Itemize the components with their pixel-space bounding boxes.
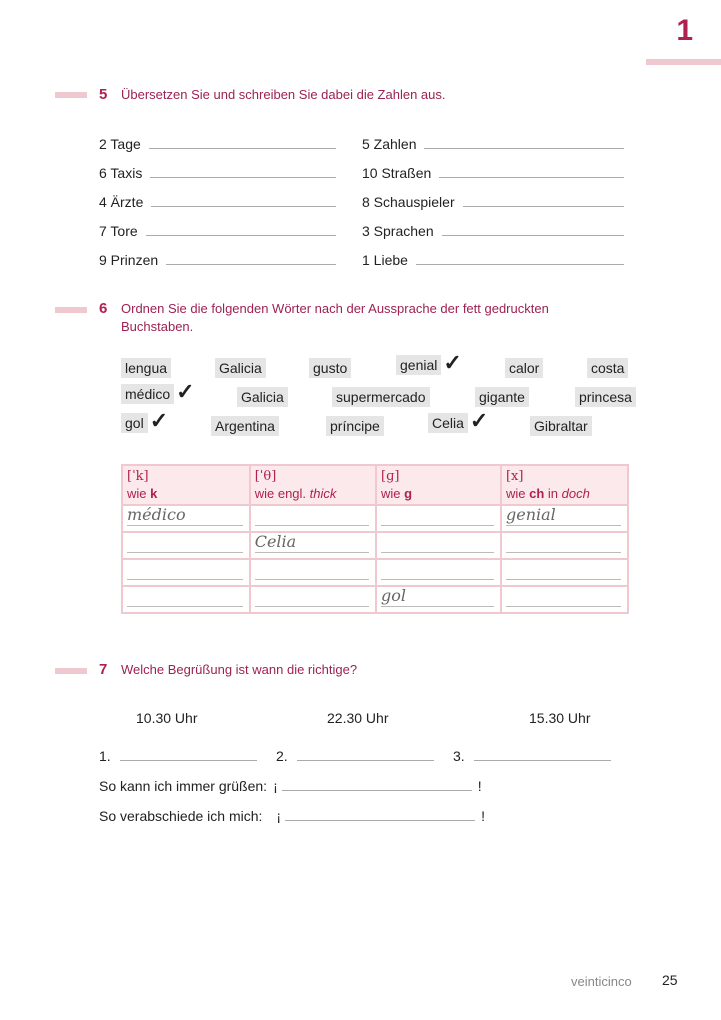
translate-item: 3 Sprachen (362, 223, 434, 239)
check-mark-icon: ✓ (149, 408, 169, 433)
table-cell[interactable] (122, 532, 250, 559)
translate-item: 6 Taxis (99, 165, 143, 181)
handwritten-answer: Celia (254, 532, 297, 551)
translate-item: 9 Prinzen (99, 252, 159, 268)
exercise-6-bar (55, 307, 87, 313)
table-cell[interactable] (501, 559, 628, 586)
word-chip: Galicia (215, 358, 266, 378)
exercise-5-left-column (99, 123, 336, 268)
translate-item: 10 Straßen (362, 165, 432, 181)
check-mark-icon: ✓ (469, 408, 489, 433)
word-chip: gusto (309, 358, 351, 378)
exercise-7-bar (55, 668, 87, 674)
exercise-7-number: 7 (99, 661, 108, 678)
page-number-word: veinticinco (571, 974, 632, 989)
greeting-row (99, 778, 482, 794)
translate-item: 1 Liebe (362, 252, 408, 268)
answer-row-3 (453, 748, 611, 764)
answer-line[interactable] (416, 264, 624, 265)
answer-line[interactable] (285, 820, 475, 821)
answer-line[interactable] (297, 760, 434, 761)
word-chip: príncipe (326, 416, 384, 436)
answer-line[interactable] (442, 235, 624, 236)
exercise-5-right-column (362, 123, 624, 268)
exercise-6-number: 6 (99, 300, 108, 317)
word-chip-checked (121, 381, 195, 407)
open-exclamation: ¡ (276, 808, 282, 824)
translate-item: 8 Schauspieler (362, 194, 455, 210)
answer-line[interactable] (474, 760, 611, 761)
exercise-7-instruction: Welche Begrüßung ist wann die richtige? (121, 662, 358, 677)
page-number: 25 (662, 972, 678, 988)
check-mark-icon: ✓ (443, 350, 462, 375)
answer-number: 2. (276, 748, 288, 764)
table-cell[interactable] (376, 586, 501, 613)
word-chip: gigante (475, 387, 529, 407)
column-header-x: [x] wie ch in doch (501, 465, 628, 505)
handwritten-answer: genial (505, 505, 556, 524)
table-cell[interactable] (122, 586, 250, 613)
word-chip: gol (121, 413, 148, 433)
handwritten-answer: médico (127, 505, 186, 524)
time-label: 10.30 Uhr (136, 710, 198, 726)
exercise-5-bar (55, 92, 87, 98)
answer-line[interactable] (439, 177, 624, 178)
answer-line[interactable] (146, 235, 336, 236)
table-cell[interactable] (376, 505, 501, 532)
answer-number: 1. (99, 748, 111, 764)
translate-item: 2 Tage (99, 136, 141, 152)
exercise-6-instruction: Ordnen Sie die folgenden Wörter nach der Aussprache der fett gedruckten Buchstaben. (121, 301, 549, 334)
table-cell[interactable] (250, 532, 376, 559)
table-cell[interactable] (376, 532, 501, 559)
table-row (122, 532, 628, 559)
table-row (122, 505, 628, 532)
translate-item: 5 Zahlen (362, 136, 417, 152)
table-cell[interactable] (250, 586, 376, 613)
check-mark-icon: ✓ (176, 379, 195, 404)
exercise-5-instruction: Übersetzen Sie und schreiben Sie dabei die Zahlen aus. (121, 87, 446, 102)
chapter-number: 1 (676, 14, 693, 47)
column-header-k: [ˈk] wie k (122, 465, 250, 505)
word-chip: princesa (575, 387, 636, 407)
handwritten-answer: gol (381, 586, 407, 605)
time-label: 22.30 Uhr (327, 710, 389, 726)
answer-line[interactable] (463, 206, 624, 207)
sorting-table (121, 464, 629, 614)
table-cell[interactable] (501, 586, 628, 613)
table-row (122, 586, 628, 613)
table-row (122, 559, 628, 586)
word-chip: calor (505, 358, 543, 378)
word-chip: genial (396, 355, 441, 375)
exercise-5-number: 5 (99, 86, 108, 103)
table-cell[interactable] (250, 505, 376, 532)
close-exclamation: ! (477, 778, 482, 794)
word-chip-checked (121, 410, 168, 436)
translate-item: 7 Tore (99, 223, 138, 239)
table-cell[interactable] (501, 532, 628, 559)
word-chip: supermercado (332, 387, 430, 407)
time-label: 15.30 Uhr (529, 710, 591, 726)
answer-row-2 (276, 748, 434, 764)
answer-line[interactable] (282, 790, 472, 791)
farewell-row (99, 808, 485, 824)
chapter-bar (646, 59, 721, 65)
table-cell[interactable] (250, 559, 376, 586)
answer-number: 3. (453, 748, 465, 764)
column-header-g: [ɡ] wie g (376, 465, 501, 505)
word-chip: Argentina (211, 416, 279, 436)
answer-line[interactable] (120, 760, 257, 761)
translate-item: 4 Ärzte (99, 194, 144, 210)
word-chip: médico (121, 384, 174, 404)
close-exclamation: ! (481, 808, 485, 824)
table-cell[interactable] (376, 559, 501, 586)
word-chip-checked (428, 410, 488, 436)
word-chip-checked (396, 352, 462, 378)
answer-line[interactable] (166, 264, 336, 265)
answer-row-1 (99, 748, 257, 764)
greeting-label: So kann ich immer grüßen: (99, 778, 268, 794)
table-cell[interactable] (122, 559, 250, 586)
word-chip: Gibraltar (530, 416, 592, 436)
answer-line[interactable] (151, 206, 336, 207)
word-chip: costa (587, 358, 628, 378)
open-exclamation: ¡ (273, 778, 278, 794)
table-cell[interactable] (501, 505, 628, 532)
answer-line[interactable] (150, 177, 336, 178)
word-chip: lengua (121, 358, 171, 378)
answer-line[interactable] (149, 148, 336, 149)
word-chip: Galicia (237, 387, 288, 407)
column-header-th: [ˈθ] wie engl. thick (250, 465, 376, 505)
word-chip: Celia (428, 413, 468, 433)
farewell-label: So verabschiede ich mich: (99, 808, 263, 824)
table-cell[interactable] (122, 505, 250, 532)
answer-line[interactable] (424, 148, 624, 149)
